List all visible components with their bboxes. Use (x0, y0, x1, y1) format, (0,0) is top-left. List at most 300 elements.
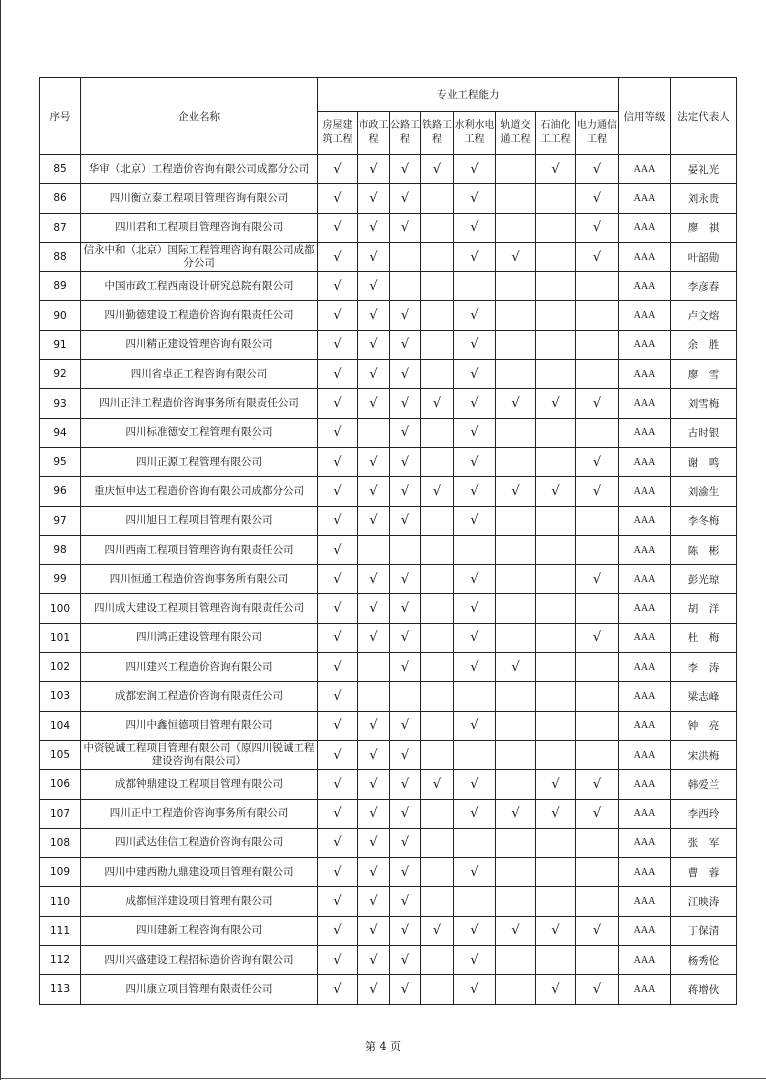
capability-check-mark: √ (318, 828, 358, 857)
capability-empty-cell (576, 360, 619, 389)
row-number: 87 (40, 213, 81, 242)
capability-check-mark: √ (390, 418, 421, 447)
legal-representative: 彭光琼 (671, 565, 737, 594)
capability-check-mark: √ (496, 916, 536, 945)
header-capability-1: 市政工程 (358, 112, 390, 155)
capability-empty-cell (536, 682, 576, 711)
capability-check-mark: √ (454, 360, 496, 389)
capability-check-mark: √ (454, 447, 496, 476)
capability-check-mark: √ (576, 447, 619, 476)
capability-empty-cell (358, 535, 390, 564)
row-number: 107 (40, 799, 81, 828)
capability-check-mark: √ (454, 330, 496, 359)
capability-check-mark: √ (318, 389, 358, 418)
table-row (40, 828, 737, 857)
capability-check-mark: √ (390, 330, 421, 359)
capability-check-mark: √ (536, 770, 576, 799)
capability-check-mark: √ (318, 916, 358, 945)
capability-check-mark: √ (318, 594, 358, 623)
capability-empty-cell (496, 184, 536, 213)
capability-empty-cell (576, 828, 619, 857)
credit-grade: AAA (619, 155, 671, 184)
table-row (40, 506, 737, 535)
company-name: 四川精正建设管理咨询有限公司 (81, 330, 318, 359)
credit-grade: AAA (619, 360, 671, 389)
legal-representative: 江映涛 (671, 887, 737, 916)
legal-representative: 丁保清 (671, 916, 737, 945)
table-row (40, 301, 737, 330)
capability-empty-cell (496, 858, 536, 887)
row-number: 113 (40, 975, 81, 1004)
credit-grade: AAA (619, 682, 671, 711)
capability-empty-cell (454, 740, 496, 769)
capability-check-mark: √ (576, 155, 619, 184)
capability-check-mark: √ (421, 155, 454, 184)
capability-empty-cell (576, 887, 619, 916)
capability-empty-cell (536, 594, 576, 623)
capability-check-mark: √ (536, 155, 576, 184)
capability-empty-cell (421, 360, 454, 389)
page-left-edge (0, 0, 1, 1080)
capability-empty-cell (421, 653, 454, 682)
capability-empty-cell (454, 535, 496, 564)
row-number: 86 (40, 184, 81, 213)
capability-check-mark: √ (318, 740, 358, 769)
table-row (40, 242, 737, 271)
credit-grade: AAA (619, 887, 671, 916)
credit-grade: AAA (619, 653, 671, 682)
header-capability-2: 公路工程 (390, 112, 421, 155)
legal-representative: 钟 亮 (671, 711, 737, 740)
capability-check-mark: √ (318, 535, 358, 564)
capability-empty-cell (496, 887, 536, 916)
row-number: 105 (40, 740, 81, 769)
company-name: 四川恒通工程造价咨询事务所有限公司 (81, 565, 318, 594)
capability-empty-cell (454, 887, 496, 916)
company-name: 四川武达佳信工程造价咨询有限公司 (81, 828, 318, 857)
capability-check-mark: √ (390, 799, 421, 828)
credit-grade: AAA (619, 946, 671, 975)
table-row (40, 389, 737, 418)
capability-check-mark: √ (576, 770, 619, 799)
capability-check-mark: √ (390, 653, 421, 682)
capability-check-mark: √ (390, 389, 421, 418)
row-number: 88 (40, 242, 81, 271)
capability-check-mark: √ (390, 360, 421, 389)
capability-check-mark: √ (421, 916, 454, 945)
header-capability-0: 房屋建筑工程 (318, 112, 358, 155)
table-row (40, 360, 737, 389)
row-number: 102 (40, 653, 81, 682)
capability-check-mark: √ (390, 740, 421, 769)
capability-check-mark: √ (454, 213, 496, 242)
capability-check-mark: √ (318, 887, 358, 916)
capability-empty-cell (421, 213, 454, 242)
capability-check-mark: √ (454, 389, 496, 418)
credit-grade: AAA (619, 565, 671, 594)
capability-check-mark: √ (496, 653, 536, 682)
credit-grade: AAA (619, 418, 671, 447)
capability-check-mark: √ (358, 506, 390, 535)
legal-representative: 刘永贵 (671, 184, 737, 213)
capability-empty-cell (454, 272, 496, 301)
capability-empty-cell (421, 272, 454, 301)
capability-check-mark: √ (454, 711, 496, 740)
legal-representative: 李冬梅 (671, 506, 737, 535)
capability-check-mark: √ (318, 711, 358, 740)
capability-empty-cell (496, 740, 536, 769)
table-row (40, 975, 737, 1004)
capability-check-mark: √ (358, 389, 390, 418)
capability-check-mark: √ (454, 770, 496, 799)
legal-representative: 刘渝生 (671, 477, 737, 506)
capability-check-mark: √ (358, 213, 390, 242)
capability-check-mark: √ (421, 477, 454, 506)
capability-empty-cell (496, 594, 536, 623)
capability-check-mark: √ (358, 594, 390, 623)
capability-empty-cell (390, 682, 421, 711)
capability-empty-cell (421, 184, 454, 213)
capability-check-mark: √ (390, 184, 421, 213)
company-name: 四川中鑫恒德项目管理有限公司 (81, 711, 318, 740)
table-row (40, 711, 737, 740)
capability-check-mark: √ (318, 682, 358, 711)
credit-grade: AAA (619, 799, 671, 828)
capability-check-mark: √ (318, 506, 358, 535)
capability-empty-cell (536, 242, 576, 271)
legal-representative: 廖 祺 (671, 213, 737, 242)
credit-grade: AAA (619, 858, 671, 887)
capability-check-mark: √ (390, 770, 421, 799)
company-name: 四川标准德安工程管理有限公司 (81, 418, 318, 447)
capability-check-mark: √ (318, 975, 358, 1004)
capability-check-mark: √ (496, 477, 536, 506)
header-capability-6: 石油化工工程 (536, 112, 576, 155)
table-row (40, 565, 737, 594)
capability-empty-cell (576, 682, 619, 711)
capability-empty-cell (496, 711, 536, 740)
capability-empty-cell (536, 740, 576, 769)
row-number: 104 (40, 711, 81, 740)
header-seq: 序号 (40, 78, 81, 155)
row-number: 85 (40, 155, 81, 184)
table-row (40, 447, 737, 476)
capability-empty-cell (358, 418, 390, 447)
capability-check-mark: √ (390, 301, 421, 330)
header-credit-grade: 信用等级 (619, 78, 671, 155)
capability-check-mark: √ (358, 946, 390, 975)
capability-check-mark: √ (390, 477, 421, 506)
company-name: 四川成大建设工程项目管理咨询有限责任公司 (81, 594, 318, 623)
capability-check-mark: √ (454, 594, 496, 623)
capability-check-mark: √ (358, 740, 390, 769)
capability-check-mark: √ (576, 242, 619, 271)
capability-empty-cell (536, 565, 576, 594)
legal-representative: 李彦春 (671, 272, 737, 301)
capability-check-mark: √ (454, 418, 496, 447)
table-row (40, 682, 737, 711)
capability-check-mark: √ (358, 155, 390, 184)
capability-empty-cell (421, 887, 454, 916)
legal-representative: 张 军 (671, 828, 737, 857)
page-bottom-edge (0, 1078, 766, 1079)
capability-empty-cell (496, 213, 536, 242)
capability-check-mark: √ (576, 623, 619, 652)
legal-representative: 梁志峰 (671, 682, 737, 711)
capability-empty-cell (454, 682, 496, 711)
capability-empty-cell (421, 565, 454, 594)
capability-empty-cell (536, 623, 576, 652)
capability-empty-cell (496, 565, 536, 594)
capability-check-mark: √ (358, 477, 390, 506)
credit-grade: AAA (619, 594, 671, 623)
capability-empty-cell (536, 272, 576, 301)
company-name: 成都宏润工程造价咨询有限责任公司 (81, 682, 318, 711)
capability-check-mark: √ (421, 770, 454, 799)
capability-empty-cell (576, 594, 619, 623)
capability-empty-cell (536, 360, 576, 389)
capability-empty-cell (496, 418, 536, 447)
capability-check-mark: √ (536, 389, 576, 418)
row-number: 98 (40, 535, 81, 564)
capability-empty-cell (496, 828, 536, 857)
capability-check-mark: √ (390, 975, 421, 1004)
capability-check-mark: √ (390, 711, 421, 740)
legal-representative: 李西玲 (671, 799, 737, 828)
credit-grade: AAA (619, 740, 671, 769)
capability-check-mark: √ (576, 916, 619, 945)
capability-check-mark: √ (318, 242, 358, 271)
legal-representative: 杨秀伦 (671, 946, 737, 975)
capability-empty-cell (576, 711, 619, 740)
row-number: 91 (40, 330, 81, 359)
table-row (40, 535, 737, 564)
table-row (40, 213, 737, 242)
capability-check-mark: √ (536, 916, 576, 945)
company-name: 四川西南工程项目管理咨询有限责任公司 (81, 535, 318, 564)
capability-check-mark: √ (318, 858, 358, 887)
capability-check-mark: √ (576, 213, 619, 242)
capability-check-mark: √ (318, 301, 358, 330)
capability-empty-cell (536, 330, 576, 359)
capability-check-mark: √ (358, 799, 390, 828)
row-number: 94 (40, 418, 81, 447)
legal-representative: 谢 鸣 (671, 447, 737, 476)
capability-check-mark: √ (496, 389, 536, 418)
row-number: 99 (40, 565, 81, 594)
capability-check-mark: √ (454, 301, 496, 330)
capability-empty-cell (536, 711, 576, 740)
capability-check-mark: √ (390, 858, 421, 887)
row-number: 101 (40, 623, 81, 652)
capability-check-mark: √ (496, 799, 536, 828)
company-name: 四川勤德建设工程造价咨询有限责任公司 (81, 301, 318, 330)
capability-empty-cell (496, 330, 536, 359)
capability-check-mark: √ (390, 916, 421, 945)
capability-empty-cell (496, 506, 536, 535)
row-number: 106 (40, 770, 81, 799)
capability-empty-cell (536, 418, 576, 447)
legal-representative: 宋洪梅 (671, 740, 737, 769)
capability-check-mark: √ (358, 916, 390, 945)
header-capability-5: 轨道交通工程 (496, 112, 536, 155)
table-row (40, 858, 737, 887)
capability-check-mark: √ (318, 565, 358, 594)
legal-representative: 陈 彬 (671, 535, 737, 564)
capability-empty-cell (536, 213, 576, 242)
capability-check-mark: √ (390, 506, 421, 535)
company-name: 成都恒洋建设项目管理有限公司 (81, 887, 318, 916)
header-capability-7: 电力通信工程 (576, 112, 619, 155)
table-row (40, 916, 737, 945)
table-row (40, 330, 737, 359)
capability-empty-cell (421, 594, 454, 623)
capability-check-mark: √ (390, 447, 421, 476)
capability-empty-cell (576, 858, 619, 887)
table-row (40, 418, 737, 447)
company-name: 重庆恒申达工程造价咨询有限公司成都分公司 (81, 477, 318, 506)
capability-check-mark: √ (454, 799, 496, 828)
row-number: 93 (40, 389, 81, 418)
capability-check-mark: √ (390, 565, 421, 594)
capability-check-mark: √ (576, 184, 619, 213)
capability-empty-cell (421, 330, 454, 359)
company-name: 四川正源工程管理有限公司 (81, 447, 318, 476)
capability-check-mark: √ (358, 360, 390, 389)
table-row (40, 272, 737, 301)
capability-check-mark: √ (318, 213, 358, 242)
capability-check-mark: √ (318, 770, 358, 799)
capability-empty-cell (496, 770, 536, 799)
credit-rating-table (39, 77, 737, 1005)
capability-check-mark: √ (390, 946, 421, 975)
capability-check-mark: √ (454, 858, 496, 887)
capability-empty-cell (421, 711, 454, 740)
header-capability-3: 铁路工程 (421, 112, 454, 155)
company-name: 四川中建西勘九鼎建设项目管理有限公司 (81, 858, 318, 887)
capability-check-mark: √ (454, 506, 496, 535)
capability-check-mark: √ (454, 946, 496, 975)
table-row (40, 653, 737, 682)
legal-representative: 叶韶勋 (671, 242, 737, 271)
capability-check-mark: √ (318, 360, 358, 389)
legal-representative: 廖 雪 (671, 360, 737, 389)
table-row (40, 623, 737, 652)
capability-check-mark: √ (390, 828, 421, 857)
capability-check-mark: √ (390, 887, 421, 916)
capability-check-mark: √ (318, 477, 358, 506)
capability-check-mark: √ (576, 389, 619, 418)
capability-check-mark: √ (454, 477, 496, 506)
company-name: 四川建新工程咨询有限公司 (81, 916, 318, 945)
credit-grade: AAA (619, 916, 671, 945)
capability-check-mark: √ (318, 184, 358, 213)
legal-representative: 杜 梅 (671, 623, 737, 652)
capability-empty-cell (576, 272, 619, 301)
credit-grade: AAA (619, 242, 671, 271)
capability-empty-cell (390, 242, 421, 271)
capability-check-mark: √ (536, 477, 576, 506)
capability-empty-cell (421, 682, 454, 711)
row-number: 110 (40, 887, 81, 916)
capability-empty-cell (390, 272, 421, 301)
row-number: 112 (40, 946, 81, 975)
header-company-name: 企业名称 (81, 78, 318, 155)
capability-check-mark: √ (421, 389, 454, 418)
capability-check-mark: √ (358, 242, 390, 271)
capability-empty-cell (454, 828, 496, 857)
legal-representative: 卢文熔 (671, 301, 737, 330)
capability-empty-cell (496, 360, 536, 389)
table-row (40, 594, 737, 623)
capability-check-mark: √ (576, 799, 619, 828)
capability-check-mark: √ (454, 975, 496, 1004)
capability-empty-cell (421, 418, 454, 447)
capability-check-mark: √ (576, 565, 619, 594)
company-name: 四川建兴工程造价咨询有限公司 (81, 653, 318, 682)
capability-check-mark: √ (358, 623, 390, 652)
capability-check-mark: √ (358, 565, 390, 594)
capability-check-mark: √ (358, 447, 390, 476)
capability-check-mark: √ (358, 184, 390, 213)
company-name: 信永中和（北京）国际工程管理咨询有限公司成都分公司 (81, 242, 318, 271)
row-number: 92 (40, 360, 81, 389)
capability-empty-cell (421, 975, 454, 1004)
capability-check-mark: √ (390, 155, 421, 184)
credit-grade: AAA (619, 506, 671, 535)
company-name: 四川康立项目管理有限责任公司 (81, 975, 318, 1004)
capability-check-mark: √ (318, 272, 358, 301)
row-number: 90 (40, 301, 81, 330)
credit-grade: AAA (619, 770, 671, 799)
capability-empty-cell (576, 301, 619, 330)
capability-empty-cell (358, 682, 390, 711)
capability-check-mark: √ (358, 770, 390, 799)
capability-empty-cell (421, 623, 454, 652)
company-name: 四川兴盛建设工程招标造价咨询有限公司 (81, 946, 318, 975)
legal-representative: 古时银 (671, 418, 737, 447)
company-name: 中资锐诚工程项目管理有限公司（原四川锐诚工程建设咨询有限公司） (81, 740, 318, 769)
capability-empty-cell (421, 858, 454, 887)
capability-empty-cell (496, 682, 536, 711)
credit-grade: AAA (619, 184, 671, 213)
table-row (40, 770, 737, 799)
legal-representative: 刘雪梅 (671, 389, 737, 418)
capability-empty-cell (576, 740, 619, 769)
company-name: 四川省卓正工程咨询有限公司 (81, 360, 318, 389)
capability-check-mark: √ (318, 799, 358, 828)
capability-check-mark: √ (318, 330, 358, 359)
capability-empty-cell (421, 301, 454, 330)
header-capability: 专业工程能力 (318, 78, 619, 112)
row-number: 100 (40, 594, 81, 623)
capability-check-mark: √ (318, 946, 358, 975)
table-row (40, 887, 737, 916)
credit-grade: AAA (619, 447, 671, 476)
capability-empty-cell (496, 447, 536, 476)
legal-representative: 余 胜 (671, 330, 737, 359)
table-row (40, 946, 737, 975)
legal-representative: 李 涛 (671, 653, 737, 682)
capability-empty-cell (496, 155, 536, 184)
table-row (40, 799, 737, 828)
capability-empty-cell (421, 447, 454, 476)
row-number: 109 (40, 858, 81, 887)
capability-empty-cell (536, 535, 576, 564)
legal-representative: 胡 洋 (671, 594, 737, 623)
capability-empty-cell (496, 946, 536, 975)
credit-grade: AAA (619, 301, 671, 330)
